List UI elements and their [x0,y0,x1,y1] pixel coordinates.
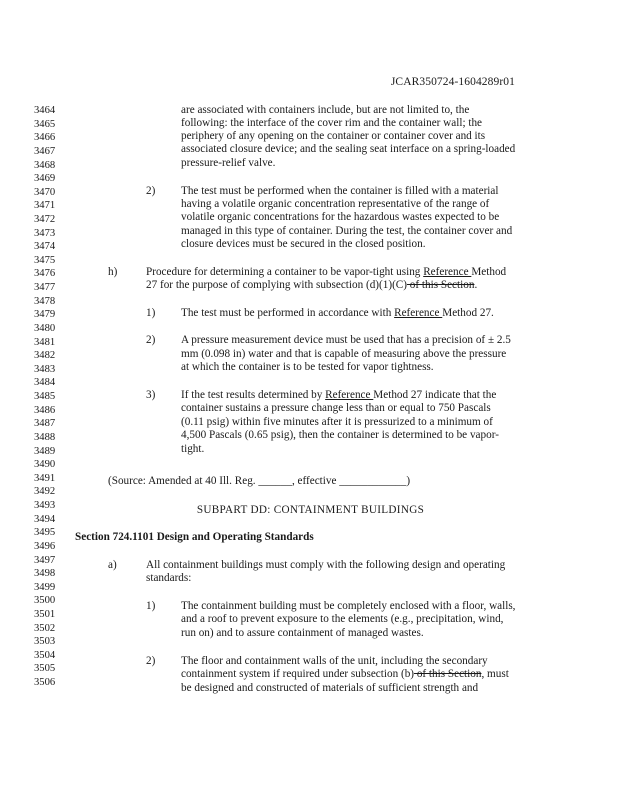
line-number: 3502 [34,622,56,634]
line-number: 3488 [34,431,56,443]
inserted-text: Reference [394,307,443,319]
item-label: h) [108,266,118,278]
line-number: 3484 [34,377,56,389]
line-number: 3477 [34,282,56,294]
line-number: 3503 [34,636,56,648]
line-number: 3496 [34,540,56,552]
line-number: 3491 [34,472,56,484]
deleted-text: of this Section [407,279,475,291]
line-number: 3464 [34,105,56,116]
line-number: 3466 [34,132,56,144]
line-number: 3486 [34,404,56,416]
body-line: managed in this type of container. During the test, the container cover and [181,225,513,237]
body-line: The test must be performed when the container is filled with a material [181,185,499,197]
section-heading: Section 724.1101 Design and Operating Standards [75,531,314,543]
line-number: 3490 [34,459,56,471]
body-line: closure devices must be secured in the closed position. [181,238,426,250]
body-line: run on) and to assure containment of managed wastes. [181,627,424,639]
line-number: 3478 [34,295,56,307]
body-line: at which the container is to be tested for vapor tightness. [181,361,434,373]
body-line: 27 for the purpose of complying with subsection (d)(1)(C) of this Section. [146,279,478,291]
document-id: JCAR350724-1604289r01 [390,76,515,88]
body-line: tight. [181,443,205,455]
subpart-heading: SUBPART DD: CONTAINMENT BUILDINGS [196,504,425,516]
body-line: (0.11 psig) within five minutes after it is pressurized to a minimum of [181,416,493,428]
line-number: 3471 [34,200,56,212]
item-label: 2) [146,185,156,197]
line-number: 3470 [34,186,56,198]
line-number: 3481 [34,336,56,348]
body-line: and a roof to prevent exposure to the elements (e.g., precipitation, wind, [181,613,504,625]
line-number: 3500 [34,595,56,607]
line-number: 3504 [34,649,56,661]
inserted-text: Reference [423,266,472,278]
line-number: 3489 [34,445,56,457]
line-number: 3505 [34,663,56,675]
body-line: The containment building must be completely enclosed with a floor, walls, [181,600,516,612]
line-number: 3473 [34,227,56,239]
line-number: 3482 [34,350,56,362]
line-number: 3468 [34,159,56,171]
line-number: 3494 [34,513,56,525]
line-number: 3497 [34,554,56,566]
line-number: 3465 [34,118,56,130]
body-line: associated closure device; and the sealing seat interface on a spring-loaded [181,143,516,155]
line-number: 3469 [34,173,56,185]
body-line: mm (0.098 in) water and that is capable of measuring above the pressure [181,348,507,360]
item-label: a) [108,559,117,571]
line-number: 3479 [34,309,56,321]
line-number: 3467 [34,145,56,157]
item-label: 1) [146,307,156,319]
item-label: 3) [146,389,156,401]
item-label: 2) [146,655,156,667]
line-number: 3483 [34,363,56,375]
body-line: having a volatile organic concentration representative of the range of [181,198,490,210]
body-line: If the test results determined by Reference Method 27 indicate that the [181,389,497,401]
line-number: 3498 [34,568,56,580]
body-line: 4,500 Pascals (0.65 psig), then the container is determined to be vapor- [181,429,499,441]
body-line: pressure-relief valve. [181,157,276,169]
line-number: 3476 [34,268,56,280]
deleted-text: of this Section [414,668,482,680]
body-line: periphery of any opening on the container or container cover and its [181,130,486,142]
line-number: 3475 [34,254,56,266]
body-line: following: the interface of the cover rim and the container wall; the [181,117,483,129]
item-label: 1) [146,600,156,612]
body-line: The test must be performed in accordance with Reference Method 27. [181,307,494,319]
line-number: 3495 [34,527,56,539]
line-number: 3492 [34,486,56,498]
line-number: 3474 [34,241,56,253]
body-line: The floor and containment walls of the unit, including the secondary [181,655,488,667]
line-number: 3485 [34,391,56,402]
body-line: are associated with containers include, but are not limited to, the [181,104,470,116]
line-number: 3506 [34,677,56,688]
body-line: Procedure for determining a container to be vapor-tight using Reference Method [146,266,507,278]
body-line: A pressure measurement device must be used that has a precision of ± 2.5 [181,334,511,346]
body-line: container sustains a pressure change less than or equal to 750 Pascals [181,402,491,414]
body-line: standards: [146,572,192,584]
body-line: be designed and constructed of materials of sufficient strength and [181,682,479,694]
item-label: 2) [146,334,156,346]
body-line: All containment buildings must comply with the following design and operating [146,559,506,571]
body-line: containment system if required under subsection (b) of this Section, must [181,668,509,680]
line-number: 3487 [34,418,56,430]
inserted-text: Reference [325,389,374,401]
line-number: 3501 [34,608,56,620]
line-number: 3480 [34,322,56,334]
line-number: 3493 [34,500,56,511]
body-line: volatile organic concentrations for the hazardous wastes expected to be [181,211,500,223]
source-note: (Source: Amended at 40 Ill. Reg. ______, effective ____________) [108,475,411,487]
line-number: 3499 [34,581,56,593]
line-number: 3472 [34,214,56,225]
